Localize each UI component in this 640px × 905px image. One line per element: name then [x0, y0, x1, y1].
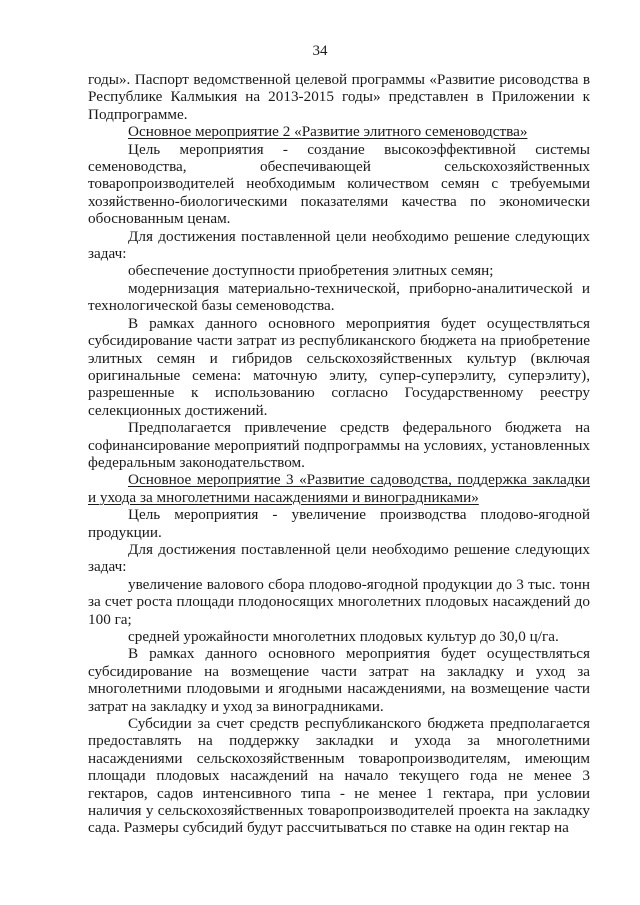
paragraph-task-yield: средней урожайности многолетних плодовых культур до 30,0 ц/га. [128, 628, 559, 645]
document-body [88, 71, 590, 837]
paragraph-subsidy-orchards: В рамках данного основного мероприятия будет осуществляться субсидирование на возмещение части затрат на закладку и уход за многолетними плодовыми и ягодными насаждениями, на возмещение части затрат на закладку и уход за виноградниками. [88, 645, 590, 715]
paragraph-activity-3-goal: Цель мероприятия - увеличение производства плодово-ягодной продукции. [88, 506, 590, 541]
paragraph-task-gross-harvest: увеличение валового сбора плодово-ягодной продукции до 3 тыс. тонн за счет роста площади плодоносящих многолетних плодовых насаждений до 100 га; [88, 575, 590, 628]
heading-activity-3: Основное мероприятие 3 «Развитие садоводства, поддержка закладки и ухода за многолетними насаждениями и виноградниками» [88, 471, 590, 506]
paragraph-activity-2-goal: Цель мероприятия - создание высокоэффективной системы семеноводства, обеспечивающей сельскохозяйственных товаропроизводителей необходимым количеством семян с требуемыми хозяйственно-биологическими показателями качества по экономически обоснованным ценам. [88, 140, 590, 228]
paragraph-task-seed-access: обеспечение доступности приобретения элитных семян; [128, 262, 494, 280]
paragraph-tasks-intro: Для достижения поставленной цели необходимо решение следующих задач: [88, 227, 590, 263]
heading-activity-2: Основное мероприятие 2 «Развитие элитного семеноводства» [128, 123, 528, 141]
paragraph-subsidy-conditions: Субсидии за счет средств республиканского бюджета предполагается предоставлять на поддержку закладки и ухода за многолетними насаждениями сельскохозяйственным товаропроизводителям, имеющим площади плодовых насаждений на начало текущего года не менее 3 гектаров, садов интенсивного типа - не менее 1 гектара, при условии наличия у сельскохозяйственных товаропроизводителей проекта на закладку сада. Размеры субсидий будут рассчитываться по ставке на один гектар на [88, 715, 590, 837]
paragraph-task-modernization: модернизация материально-технической, приборно-аналитической и технологической базы семеноводства. [88, 279, 590, 315]
page-number: 34 [312, 43, 328, 59]
paragraph-tasks-intro-2: Для достижения поставленной цели необходимо решение следующих задач: [88, 540, 590, 576]
paragraph-subsidy-seeds: В рамках данного основного мероприятия будет осуществляться субсидирование части затрат из республиканского бюджета на приобретение элитных семян и гибридов сельскохозяйственных культур (включая оригинальные семена: маточную элиту, супер-суперэлиту, суперэлиту), разрешенные к использованию согласно Государственному реестру селекционных достижений. [88, 314, 590, 419]
paragraph-program-passport: годы». Паспорт ведомственной целевой программы «Развитие рисоводства в Республике Калмыкия на 2013-2015 годы» представлен в Приложении к Подпрограмме. [88, 71, 590, 123]
paragraph-federal-cofinancing: Предполагается привлечение средств федерального бюджета на софинансирование мероприятий подпрограммы на условиях, установленных федеральным законодательством. [88, 419, 590, 471]
